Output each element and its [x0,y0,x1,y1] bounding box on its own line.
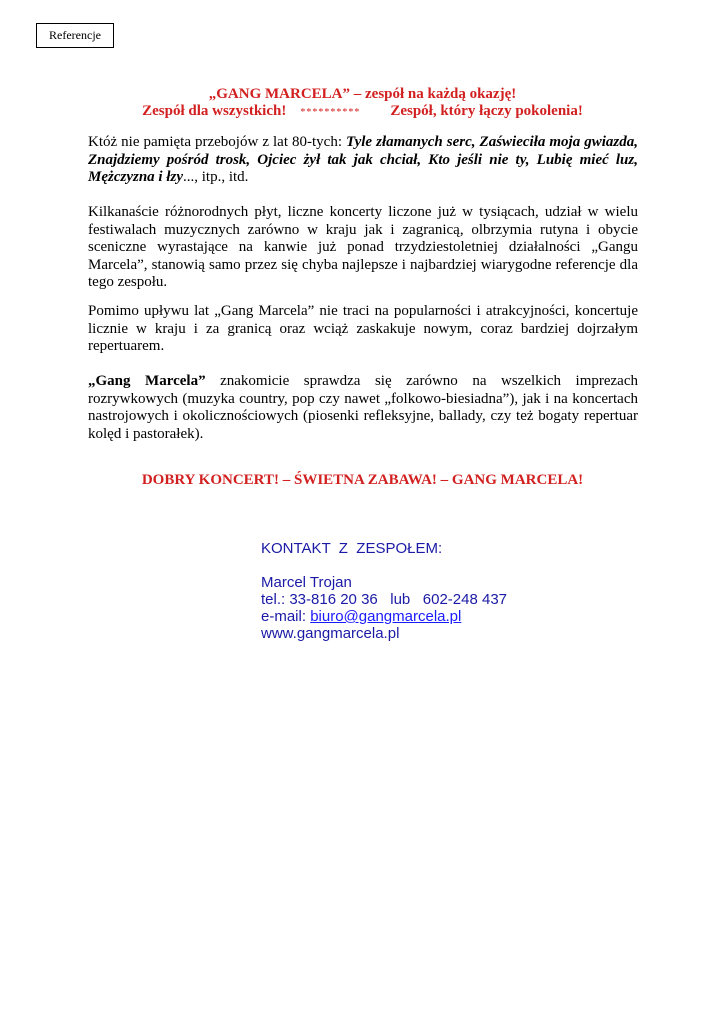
subtitle-separator: ********** [300,107,361,118]
repertoire-text: znakomicie sprawdza się zarówno na wszelkich imprezach rozrywkowych (muzyka country, pop czy nawet „folkowo-biesiadna”), jak i na koncertach nastrojowych i okolicznościowych (piosenki refleksyjne, ballady, czy też bogaty repertuar kolęd i pastorałek). [88,373,638,442]
subtitle-right: Zespół, który łączy pokolenia! [390,103,583,119]
headline-title: „GANG MARCELA” – zespół na każdą okazję! [208,86,517,102]
hits-tail: ..., itp., itd. [183,169,249,185]
contact-website[interactable]: www.gangmarcela.pl [261,625,400,642]
document-tag: Referencje [36,23,114,48]
contact-name: Marcel Trojan [261,574,352,591]
slogan: DOBRY KONCERT! – ŚWIETNA ZABAWA! – GANG MARCELA! [141,472,584,488]
paragraph-experience: Kilkanaście różnorodnych płyt, liczne koncerty liczone już w tysiącach, udział w wielu festiwalach muzycznych zarówno w kraju jak i zagranicą, olbrzymia rutyna i obycie sceniczne wyrastające na kanwie już ponad trzydziestoletniej działalności „Gangu Marcela”, stanowią samo przez się chyba najlepsze i najbardziej wiarygodne referencje dla tego zespołu. [88,204,638,290]
paragraph-popularity: Pomimo upływu lat „Gang Marcela” nie traci na popularności i atrakcyjności, koncertuje licznie w kraju i za granicą oraz wciąż zaskakuje nowym, coraz bardziej dojrzałym repertuarem. [88,303,638,354]
hits-songs: Tyle złamanych serc, Zaświeciła moja gwiazda, Znajdziemy pośród trosk, Ojciec żył tak jak chciał, Kto jeśli nie ty, Lubię mieć luz, Mężczyzna i łzy [88,134,638,185]
headline-subtitle [0,103,725,120]
hits-intro: Któż nie pamięta przebojów z lat 80-tych: [88,134,346,150]
contact-block [261,540,507,642]
email-link[interactable]: biuro@gangmarcela.pl [310,608,462,625]
contact-email-row [261,608,507,625]
paragraph-hits [88,134,638,187]
contact-phone: tel.: 33-816 20 36 lub 602-248 437 [261,591,508,608]
email-label: e-mail: [261,608,311,625]
subtitle-left: Zespół dla wszystkich! [142,103,287,119]
band-name: „Gang Marcela” [88,373,206,389]
paragraph-repertoire [88,373,638,443]
contact-heading: KONTAKT Z ZESPOŁEM: [261,540,443,557]
